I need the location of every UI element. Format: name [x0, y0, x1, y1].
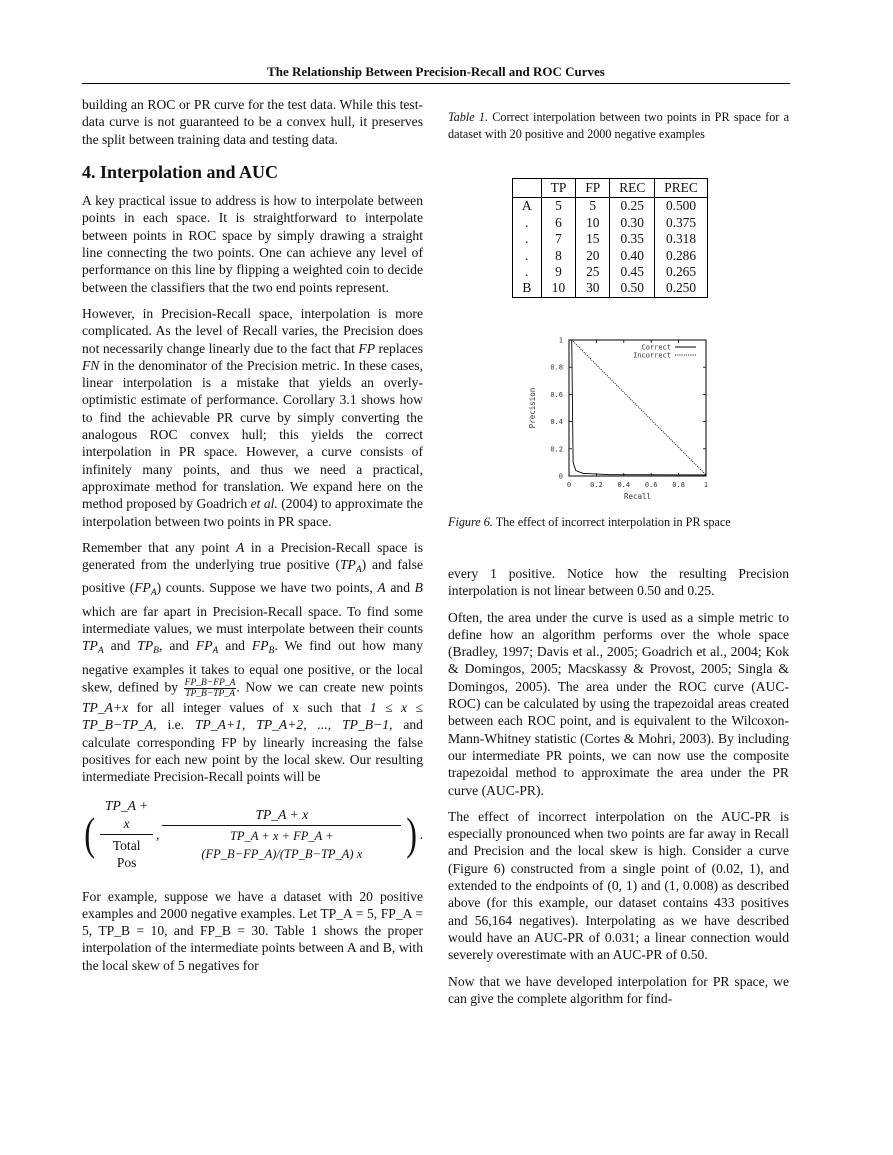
paragraph-algorithm: Now that we have developed interpolation for PR space, we can give the complete algorithm for find-: [448, 973, 789, 1006]
table-cell: 15: [576, 231, 610, 247]
table-cell: B: [513, 280, 542, 297]
table-cell: A: [513, 198, 542, 215]
y-tick-label: 0.6: [550, 390, 563, 399]
x-tick-label: 0.4: [617, 481, 631, 489]
table-caption: Table 1. Correct interpolation between two points in PR space for a dataset with 20 positive and 2000 negative examples: [448, 110, 789, 141]
table-cell: 0.35: [610, 231, 655, 247]
table-cell: 7: [541, 231, 576, 247]
legend-label: Incorrect: [633, 351, 671, 360]
table-cell: 0.50: [610, 280, 655, 297]
table-cell: .: [513, 264, 542, 280]
table-cell: 0.25: [610, 198, 655, 215]
paragraph-pr-space: However, in Precision-Recall space, interpolation is more complicated. As the level of Recall varies, the Precision does not necessarily change linearly due to the fact that FP replaces FN in the denominator of the Precision metric. In these cases, linear interpolation is a mistake that yields an overly-optimistic estimate of performance. Corollary 3.1 shows how to find the achievable PR curve by simply converting the analogous ROC convex hull; this yields the correct interpolation in PR space. However, a curve consists of infinitely many points, and thus we need a practical, approximate method for translation. We expand here on the method proposed by Goadrich et al. (2004) to approximate the interpolation between two points in PR space.: [82, 305, 423, 529]
table-cell: .: [513, 248, 542, 264]
table-cell: 5: [576, 198, 610, 215]
x-axis-label: Recall: [623, 492, 652, 501]
table-cell: 20: [576, 248, 610, 264]
plot-frame: [569, 340, 706, 476]
table-cell: 0.250: [655, 280, 708, 297]
paragraph-example: For example, suppose we have a dataset with 20 positive examples and 2000 negative examples. Let TP_A = 5, FP_A = 5, TP_B = 10, and FP_B = 30. Table 1 shows the proper interpolation of the intermediate points between A and B, with the local skew of 5 negatives for: [82, 888, 423, 973]
table-header-cell: TP: [541, 179, 576, 198]
x-tick-label: 0.8: [672, 481, 685, 489]
right-column-text: [448, 565, 789, 1016]
table-cell: 25: [576, 264, 610, 280]
table-cell: .: [513, 231, 542, 247]
table-cell: 6: [541, 215, 576, 231]
y-axis-label: Precision: [528, 387, 537, 429]
table-cell: 0.500: [655, 198, 708, 215]
paragraph-intro: building an ROC or PR curve for the test data. While this test-data curve is not guaranteed to be a convex hull, it preserves the split between training data and testing data.: [82, 97, 423, 147]
local-skew-fraction: $\frac{FP\_B-FP\_A}{TP\_B-TP\_A}$: [184, 677, 236, 699]
table-header-cell: REC: [610, 179, 655, 198]
x-tick-label: 1: [703, 481, 709, 489]
table-cell: 0.375: [655, 215, 708, 231]
y-tick-label: 0.2: [550, 445, 563, 454]
y-tick-label: 1: [558, 336, 563, 345]
series-line-correct: [569, 340, 706, 475]
x-tick-label: 0.6: [644, 481, 658, 489]
table-row: [513, 231, 708, 247]
figure-6: [525, 330, 725, 509]
left-column: [82, 96, 423, 983]
y-tick-label: 0.8: [550, 363, 563, 372]
paragraph-skew-note: every 1 positive. Notice how the resulting Precision interpolation is not linear between 0.50 and 0.25.: [448, 566, 789, 599]
table-cell: 0.318: [655, 231, 708, 247]
table-cell: 10: [576, 215, 610, 231]
paragraph-incorrect-effect: The effect of incorrect interpolation on the AUC-PR is especially pronounced when two points are far away in Recall and Precision and the local skew is high. Consider a curve (Figure 6) constructed from a single point of (0.02, 1), and extended to the endpoints of (0, 1) and (1, 0.008) as described above (for this example, our dataset contains 433 positives and 56,164 negatives). Interpolating as we have described would have an AUC-PR of 0.031; a linear connection would severely overestimate with an AUC-PR of 0.50.: [448, 808, 789, 963]
table-cell: 10: [541, 280, 576, 297]
table-cell: 5: [541, 198, 576, 215]
table-row: [513, 264, 708, 280]
running-title: The Relationship Between Precision-Recall and ROC Curves: [267, 64, 605, 79]
table-cell: 0.40: [610, 248, 655, 264]
table-row: [513, 248, 708, 264]
y-tick-label: 0: [558, 472, 563, 481]
header-rule: [82, 83, 790, 84]
table-cell: 9: [541, 264, 576, 280]
series-line-incorrect: [569, 340, 706, 475]
table-row: [513, 280, 708, 297]
table-cell: 30: [576, 280, 610, 297]
table-header-cell: [513, 179, 542, 198]
pr-chart: [525, 330, 725, 505]
x-tick-label: 0.2: [590, 481, 603, 489]
paragraph-auc: Often, the area under the curve is used as a simple metric to define how an algorithm performs over the whole space (Bradley, 1997; Davis et al., 2005; Goadrich et al., 2004; Kok & Domingos, 2005; Macskassy & Provost, 2005; Singla & Domingos, 2005). The area under the ROC curve (AUC-ROC) can be calculated by using the trapezoidal areas created between each ROC point, and is equivalent to the Wilcoxon-Mann-Whitney statistic (Cortes & Mohri, 2003). By including our intermediate PR points, we can now use the composite trapezoidal method to approximate the area under the PR curve (AUC-PR).: [448, 609, 789, 798]
x-tick-label: 0: [566, 481, 572, 489]
table-cell: 0.30: [610, 215, 655, 231]
table-row: [513, 198, 708, 215]
table-cell: .: [513, 215, 542, 231]
table-cell: 0.265: [655, 264, 708, 280]
table-row: [513, 215, 708, 231]
paragraph-interpolation: A key practical issue to address is how to interpolate between points in each space. It is straightforward to interpolate between points in ROC space by simply drawing a straight line connecting the two points. One can achieve any level of performance on this line by flipping a weighted coin to decide between the classifiers that the two end points represent.: [82, 193, 423, 295]
table-cell: 8: [541, 248, 576, 264]
interpolation-table: [512, 178, 708, 298]
figure-caption: Figure 6. The effect of incorrect interpolation in PR space: [448, 515, 731, 529]
table-cell: 0.286: [655, 248, 708, 264]
legend-label: Correct: [641, 343, 671, 352]
paragraph-counts: Remember that any point A in a Precision-Recall space is generated from the underlying true positive $(TP_A)$ and false positive $(FP_A)$ counts. Suppose we have two points, A and B which are far apart in Precision-Recall space. To find some intermediate values, we must interpolate between their counts $TP_A$ and $TP_B$, and $FP_A$ and $FP_B$. We find out how many negative examples it takes to equal one positive, or the local skew, defined by $\frac{FP\_B-FP\_A}{TP\_B-TP\_A}$ . Now we can create new points TP_A+x for all integer values of x such that 1 ≤ x ≤ TP_B−TP_A, i.e. TP_A+1, TP_A+2, ..., TP_B−1, and calculate corresponding FP by linearly increasing the false positives for each new point by the local skew. Our resulting intermediate Precision-Recall points will be: [82, 539, 423, 785]
table-header-cell: PREC: [655, 179, 708, 198]
table-header-cell: FP: [576, 179, 610, 198]
table-cell: 0.45: [610, 264, 655, 280]
y-tick-label: 0.4: [550, 418, 563, 427]
section-title: 4. Interpolation and AUC: [82, 161, 279, 182]
intermediate-point-formula: ( TP_A + x Total Pos , TP_A + x TP_A + x + FP_A + (FP_B−FP_A)/(TP_B−TP_A) x ) .: [84, 798, 423, 871]
